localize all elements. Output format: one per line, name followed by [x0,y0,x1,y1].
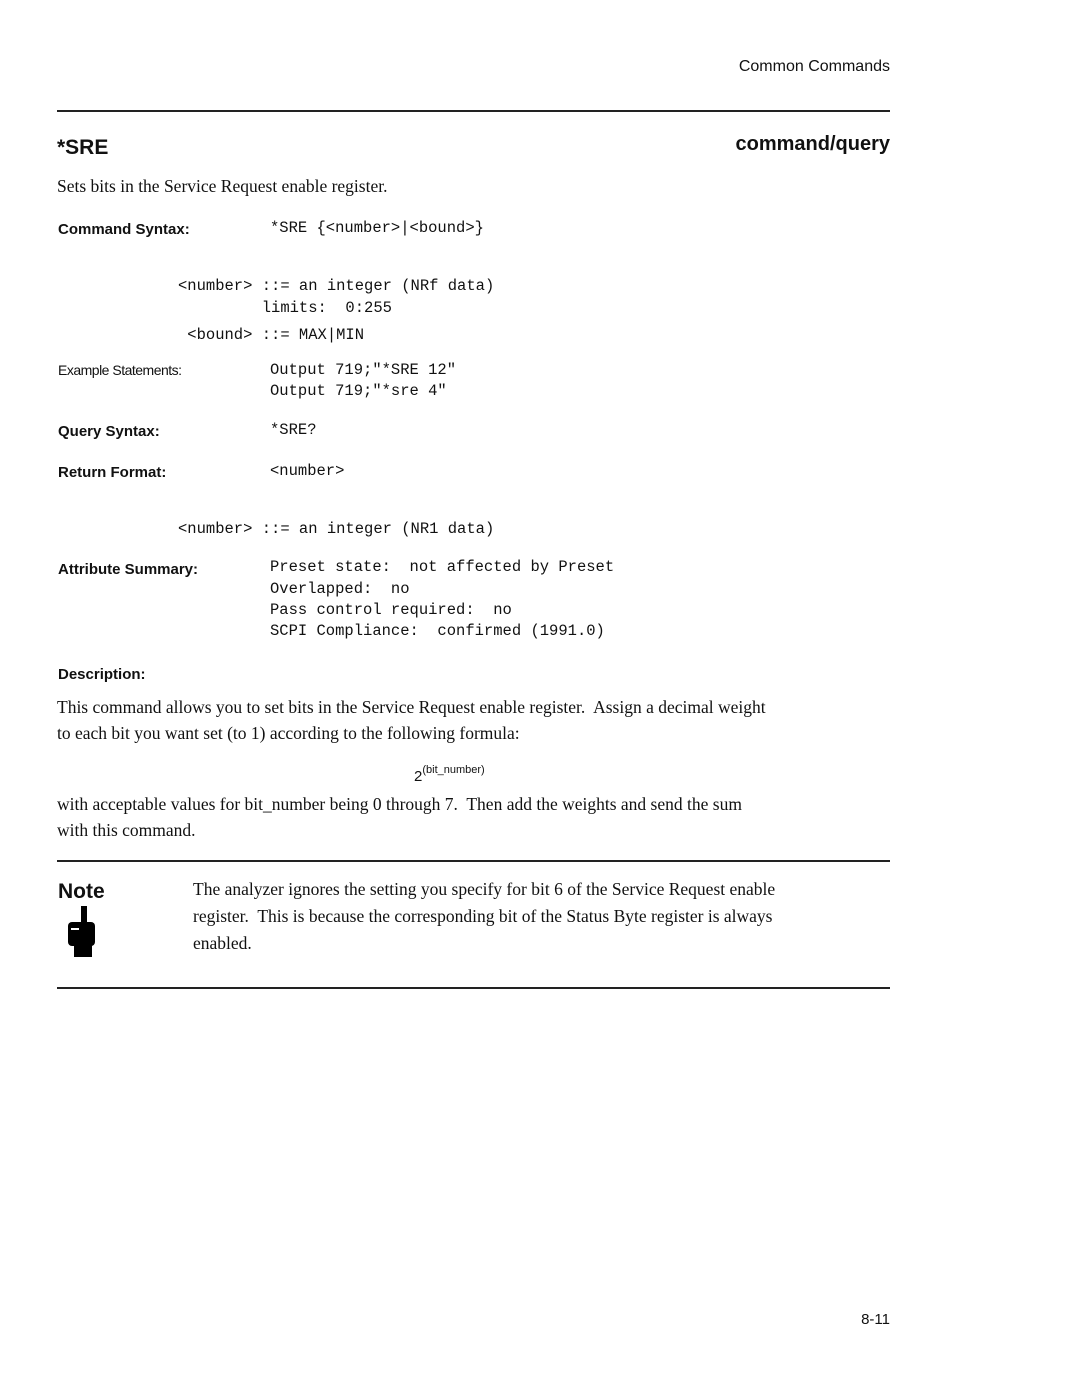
command-syntax: *SRE {<number>|<bound>} [270,219,484,237]
attribute-line: Preset state: not affected by Preset [270,558,615,576]
top-rule [57,110,890,112]
return-format: <number> [270,462,345,480]
description-text: This command allows you to set bits in the Service Request enable register. Assign a decimal weight to each bit you want set (to 1) according to the following formula: [57,697,766,743]
syntax-def: <number> ::= an integer (NRf data) [178,277,495,295]
attribute-summary-label: Attribute Summary: [58,561,199,578]
example-line: Output 719;"*SRE 12" [270,361,457,379]
return-def: <number> ::= an integer (NR1 data) [178,520,495,538]
command-title: *SRE [57,136,109,159]
syntax-def: <bound> ::= MAX|MIN [178,326,365,344]
section-header: Common Commands [738,58,890,75]
syntax-def: limits: 0:255 [178,299,392,317]
example-line: Output 719;"*sre 4" [270,382,447,400]
summary: Sets bits in the Service Request enable register. [57,176,388,196]
page-number: 8-11 [861,1311,890,1328]
formula-exponent: (bit_number) [422,764,485,776]
note-text: The analyzer ignores the setting you specify for bit 6 of the Service Request enable register. This is because the corresponding bit of the Status Byte register is always enabled. [193,879,776,953]
return-format-label: Return Format: [58,464,167,481]
description-text: with acceptable values for bit_number being 0 through 7. Then add the weights and send the sum with this command. [57,794,742,840]
command-type: command/query [735,133,890,155]
query-syntax-label: Query Syntax: [58,423,160,440]
note-bottom-rule [57,987,890,989]
note-label: Note [58,880,105,903]
attribute-line: SCPI Compliance: confirmed (1991.0) [270,622,605,640]
description-label: Description: [58,666,146,683]
query-syntax: *SRE? [270,421,317,439]
note-top-rule [57,860,890,862]
attribute-line: Overlapped: no [270,580,410,598]
pointing-hand-icon [64,906,100,958]
attribute-line: Pass control required: no [270,601,512,619]
command-syntax-label: Command Syntax: [58,221,190,238]
formula-base: 2 [414,768,423,785]
example-label: Example Statements: [58,362,182,378]
